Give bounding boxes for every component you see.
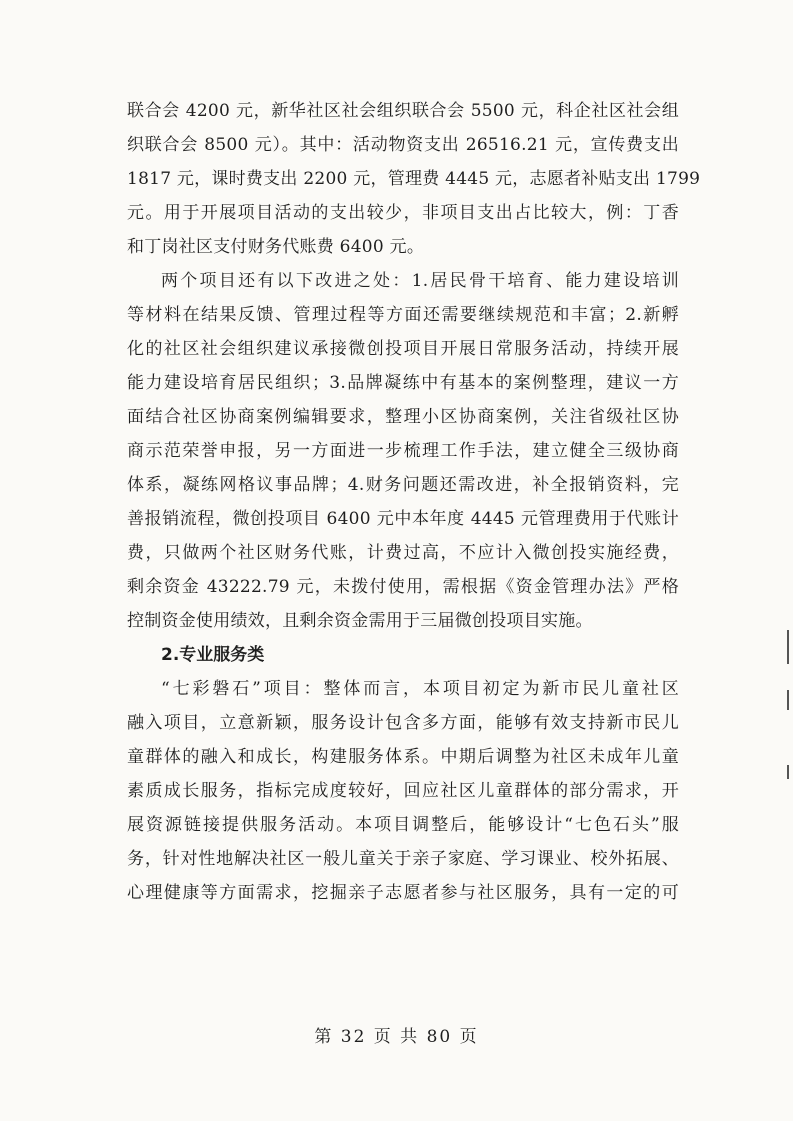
text-line: 等材料在结果反馈、管理过程等方面还需要继续规范和丰富；2.新孵 (127, 305, 679, 325)
text-line: 联合会 4200 元，新华社区社会组织联合会 5500 元，科企社区社会组 (127, 101, 679, 121)
scan-artifact (787, 630, 789, 664)
text-line: 费，只做两个社区财务代账，计费过高，不应计入微创投实施经费， (127, 543, 679, 563)
text-line: 剩余资金 43222.79 元，未拨付使用，需根据《资金管理办法》严格 (127, 577, 679, 597)
text-line: 面结合社区协商案例编辑要求，整理小区协商案例，关注省级社区协 (127, 407, 679, 427)
section-heading: 2.专业服务类 (161, 645, 265, 665)
paragraph-start-line: “七彩磐石”项目：整体而言，本项目初定为新市民儿童社区 (161, 679, 679, 699)
text-line: 化的社区社会组织建议承接微创投项目开展日常服务活动，持续开展 (127, 339, 679, 359)
scan-artifact (787, 690, 789, 710)
text-line: 善报销流程，微创投项目 6400 元中本年度 4445 元管理费用于代账计 (127, 509, 679, 529)
text-line: 体系，凝练网格议事品牌；4.财务问题还需改进，补全报销资料，完 (127, 475, 679, 495)
text-line: 展资源链接提供服务活动。本项目调整后，能够设计“七色石头”服 (127, 815, 679, 835)
page-footer: 第 32 页 共 80 页 (314, 1027, 479, 1047)
text-line: 素质成长服务，指标完成度较好，回应社区儿童群体的部分需求，开 (127, 781, 679, 801)
paragraph-start-line: 两个项目还有以下改进之处：1.居民骨干培育、能力建设培训 (161, 271, 679, 291)
text-line: 能力建设培育居民组织；3.品牌凝练中有基本的案例整理，建议一方 (127, 373, 679, 393)
document-body (127, 94, 701, 910)
text-line: 控制资金使用绩效，且剩余资金需用于三届微创投项目实施。 (127, 611, 593, 631)
text-line: 元。用于开展项目活动的支出较少，非项目支出占比较大，例：丁香 (127, 203, 679, 223)
text-line: 融入项目，立意新颖，服务设计包含多方面，能够有效支持新市民儿 (127, 713, 679, 733)
text-line: 商示范荣誉申报，另一方面进一步梳理工作手法，建立健全三级协商 (127, 441, 679, 461)
text-line: 织联合会 8500 元）。其中：活动物资支出 26516.21 元，宣传费支出 (127, 135, 679, 155)
text-line: 务，针对性地解决社区一般儿童关于亲子家庭、学习课业、校外拓展、 (127, 849, 679, 869)
text-line: 和丁岗社区支付财务代账费 6400 元。 (127, 237, 425, 257)
text-line: 童群体的融入和成长，构建服务体系。中期后调整为社区未成年儿童 (127, 747, 679, 767)
text-line: 1817 元，课时费支出 2200 元，管理费 4445 元，志愿者补贴支出 1799 (127, 169, 701, 189)
text-line: 心理健康等方面需求，挖掘亲子志愿者参与社区服务，具有一定的可 (127, 883, 679, 903)
scan-artifact (787, 765, 789, 779)
